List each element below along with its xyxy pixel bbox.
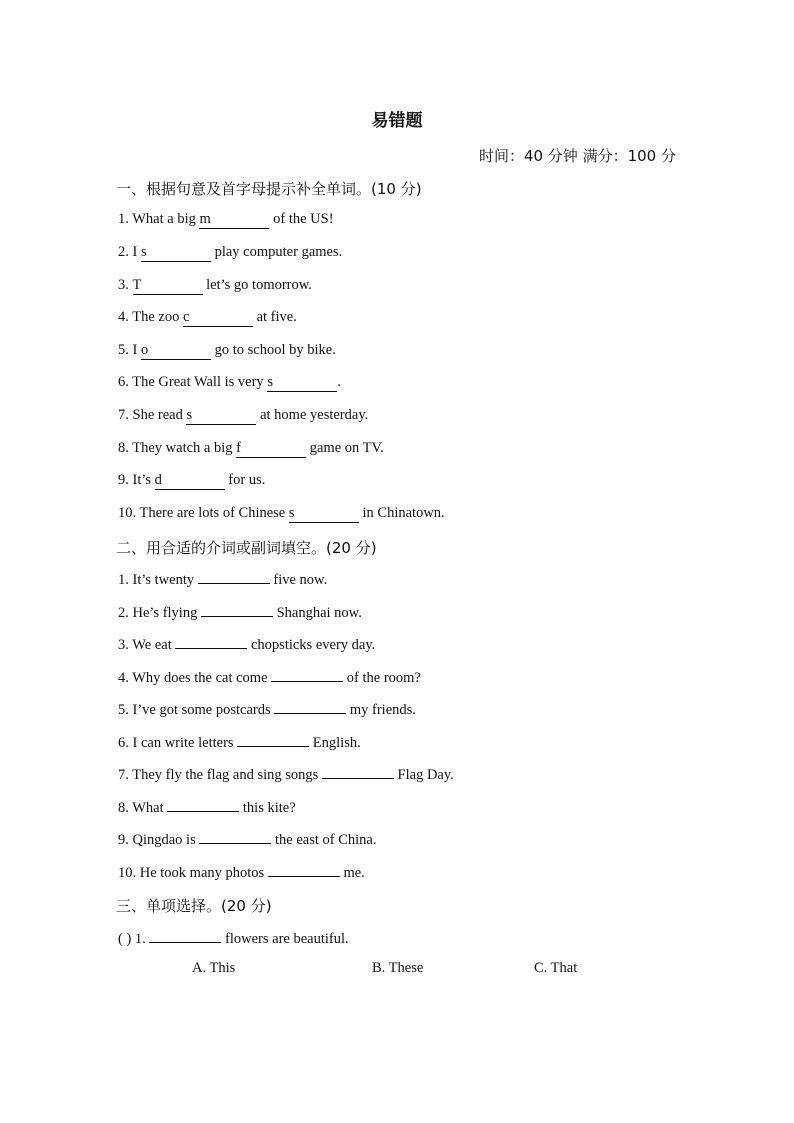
question-text: Flag Day. <box>393 767 454 783</box>
section2-question <box>118 602 362 622</box>
question-text: at home yesterday. <box>256 407 369 423</box>
hint-blank[interactable]: s <box>186 407 256 425</box>
question-text: of the room? <box>343 670 421 686</box>
section1-question <box>118 277 312 295</box>
question-text: 10. He took many photos <box>118 865 268 881</box>
question-text: 7. They fly the flag and sing songs <box>118 767 322 783</box>
question-text: of the US! <box>269 211 334 227</box>
question-text: 6. The Great Wall is very <box>118 374 268 390</box>
question-text: 3. We eat <box>118 637 176 653</box>
question-text: 7. She read <box>118 407 187 423</box>
question-text: 4. Why does the cat come <box>118 670 272 686</box>
question-text: my friends. <box>346 702 416 718</box>
question-text: 9. It’s <box>118 472 155 488</box>
question-text: 5. I <box>118 342 141 358</box>
section2-heading: 二、用合适的介词或副词填空。(20 分) <box>116 539 377 557</box>
question-text: flowers are beautiful. <box>221 931 349 947</box>
exam-meta <box>479 145 676 166</box>
question-text: in Chinatown. <box>358 505 445 521</box>
question-text: 9. Qingdao is <box>118 832 200 848</box>
question-text: English. <box>309 735 361 751</box>
section2-question <box>118 634 375 654</box>
section2-question <box>118 667 421 687</box>
score-label: 满分：100 分 <box>582 147 676 165</box>
section2-question <box>118 862 365 882</box>
section3-question-1 <box>118 928 349 948</box>
option-a[interactable]: A. This <box>192 960 236 976</box>
answer-blank[interactable] <box>198 569 270 584</box>
question-text: chopsticks every day. <box>247 637 376 653</box>
hint-blank[interactable]: s <box>289 505 359 523</box>
answer-blank[interactable] <box>271 667 343 682</box>
section1-question <box>118 374 341 392</box>
page-title: 易错题 <box>371 111 423 131</box>
section1-question <box>118 440 384 458</box>
section3-heading: 三、单项选择。(20 分) <box>116 897 272 915</box>
question-text: go to school by bike. <box>210 342 336 358</box>
section1-question <box>118 309 297 327</box>
question-text: 2. I <box>118 244 141 260</box>
question-text: play computer games. <box>210 244 343 260</box>
question-text: let’s go tomorrow. <box>202 277 312 293</box>
hint-blank[interactable]: m <box>199 211 269 229</box>
answer-blank[interactable] <box>268 862 340 877</box>
question-text: Shanghai now. <box>272 605 362 621</box>
hint-blank[interactable]: f <box>236 440 306 458</box>
section2-question <box>118 797 296 817</box>
question-text: 3. <box>118 277 133 293</box>
answer-blank[interactable] <box>237 732 309 747</box>
section2-question <box>118 569 327 589</box>
question-text: 1. What a big <box>118 211 200 227</box>
answer-blank[interactable] <box>199 829 271 844</box>
question-text: game on TV. <box>306 440 384 456</box>
section1-question <box>118 407 368 425</box>
question-text: for us. <box>224 472 266 488</box>
option-b[interactable]: B. These <box>372 960 424 976</box>
answer-blank[interactable] <box>274 699 346 714</box>
answer-blank[interactable] <box>322 764 394 779</box>
section2-question <box>118 699 416 719</box>
hint-blank[interactable]: T <box>133 277 203 295</box>
question-text: 8. They watch a big <box>118 440 237 456</box>
question-text: five now. <box>269 572 328 588</box>
question-text: me. <box>339 865 365 881</box>
question-text: 5. I’ve got some postcards <box>118 702 275 718</box>
section1-heading: 一、根据句意及首字母提示补全单词。(10 分) <box>116 180 422 198</box>
question-text: 10. There are lots of Chinese <box>118 505 289 521</box>
section2-question <box>118 732 361 752</box>
option-c[interactable]: C. That <box>534 960 578 976</box>
answer-blank[interactable] <box>201 602 273 617</box>
question-text: . <box>337 374 341 390</box>
time-label: 时间：40 分钟 <box>478 147 578 165</box>
question-text: the east of China. <box>271 832 377 848</box>
section2-question <box>118 829 376 849</box>
hint-blank[interactable]: d <box>155 472 225 490</box>
section1-question <box>118 244 342 262</box>
answer-paren: ( ) 1. <box>118 931 150 947</box>
hint-blank[interactable]: c <box>183 309 253 327</box>
answer-blank[interactable] <box>175 634 247 649</box>
section1-question <box>118 211 334 229</box>
question-text: 1. It’s twenty <box>118 572 198 588</box>
question-text: 6. I can write letters <box>118 735 238 751</box>
answer-blank[interactable] <box>149 928 221 943</box>
section2-question <box>118 764 454 784</box>
section1-question <box>118 342 336 360</box>
hint-blank[interactable]: s <box>267 374 337 392</box>
answer-blank[interactable] <box>167 797 239 812</box>
question-text: 8. What <box>118 800 168 816</box>
question-text: at five. <box>252 309 297 325</box>
section1-question <box>118 505 445 523</box>
question-text: this kite? <box>239 800 296 816</box>
question-text: 2. He’s flying <box>118 605 201 621</box>
hint-blank[interactable]: s <box>141 244 211 262</box>
hint-blank[interactable]: o <box>141 342 211 360</box>
question-text: 4. The zoo <box>118 309 183 325</box>
section1-question <box>118 472 265 490</box>
